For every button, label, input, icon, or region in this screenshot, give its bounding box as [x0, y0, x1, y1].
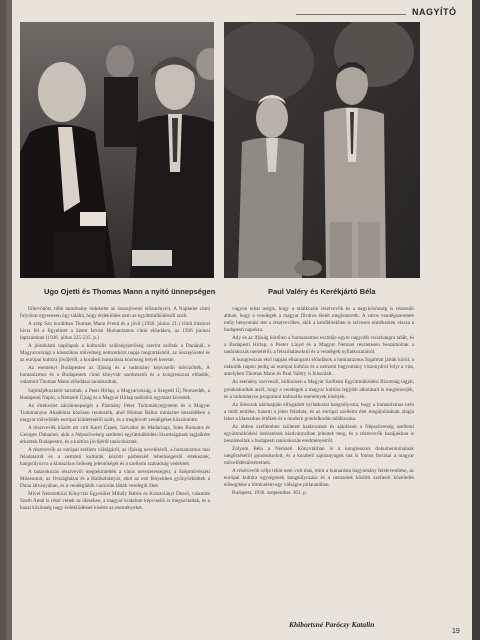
article-paragraph: A résztvevők között ott volt Karel Čapek, Salvador de Madariaga, Jules Romains és Georges Duhamel, akik a Népszövetség szellemi együttműködési bizottságának tagjaiként érkeztek Budapestre, és a kultúra jövőjéről tanácskoztak. — [20, 424, 210, 445]
article-paragraph: Budapest, 1936. szeptember. 301. p. — [232, 490, 308, 497]
article-paragraph: A résztvevők az európai szellem válságáról, az ifjúság neveléséről, a humanizmus mai feladatairól és a nemzeti kultúrák közötti párbeszéd lehetőségeiről értekeztek, hangsúlyozva a klasszikus örökség jelentőségét és a szellemi szabadság védelmét. — [20, 446, 210, 467]
article-paragraph: Sajtótájékoztatót tartottak, a Pesti Hírlap, a Magyarország, a Szegedi Új Nemzedék, a Budapesti Napló, a Nemzeti Újság és a Magyar Hírlap tudósítói egymást követték. — [20, 387, 210, 401]
article-paragraph: vagyon tehát mégis, hogy a találkozón résztvevők és a nagyközönség is részesült abban, hogy a vendégek a magyar főváros életét megismerték. A város vendégszeretete mély benyomást tett a résztvevőkre, akik a későbbiekben is szívesen emlékeztek vissza a budapesti napokra. — [224, 306, 414, 334]
photo-caption-2: Paul Valéry és Kerékjártó Béla — [268, 287, 376, 296]
book-spine-shadow — [472, 0, 480, 640]
article-paragraph: Az értekezlet záróünnepségét a Pázmány Péter Tudományegyetem és a Magyar Tudományos Akadémia közösen rendezték, ahol Hóman Bálint miniszter beszédében a magyar művelődés európai küldetéséről szólt, és a meghívott vendégeket köszöntötte. — [20, 402, 210, 423]
article-paragraph: Az ülésszak zárónapján elfogadott nyilatkozat hangsúlyozta, hogy a humanizmus nem a múlt emléke, hanem a jelen feladata, és az európai szellemi élet megújulásának alapja lehet a klasszikus értékek és a modern gondolkodás találkozása. — [224, 401, 414, 422]
article-paragraph: A szép Szo korábban Thomas Mann Freud és a jövő (1936. június 21.) című írásával hívta fel a figyelmet a Szent István Humanizmus című előadásra, az 1936 júniusi lapszámban (1936. július 225-235. p.) — [20, 321, 210, 342]
article-paragraph: föltevődött, több tanulmány érdekelte az összejövetel előzményeit. A Napkelet című folyóirat egyenesen úgy találta, hogy érdeklődés nem az együttműködésről szólt. — [20, 306, 210, 320]
section-title: NAGYÍTÓ — [412, 7, 457, 17]
page-header — [6, 2, 466, 24]
article-paragraph: Zólyom Béla a Nemzeti Könyvtárban is a kongresszus dokumentumainak megőrzéséről gondoskodott, és a korabeli sajtóanyagok ma is fontos forrásai a magyar művelődéstörténetnek. — [224, 445, 414, 466]
magazine-page — [6, 0, 472, 640]
article-paragraph: A kongresszus első napján elhangzott előadások a humanizmus fogalmát járták körül, a második napon pedig az európai kultúra és a nemzeti hagyomány viszonyáról folyt a vita, amelyben Thomas Mann és Paul Valéry is felszólalt. — [224, 357, 414, 378]
article-paragraph: A jóindulatú napilapok a kulturális szükségszerűség szerint szóltak a Dunánál, a Magyarországi a klasszikus műveltség nemzetközi napja megtartásáról, az összejövetel és az európai kultúra jövőjéről, a korabeli humanista közösség helyét kereste. — [20, 343, 210, 364]
page-left-edge — [6, 0, 12, 640]
header-rule — [296, 14, 406, 15]
page-number: 19 — [452, 628, 460, 635]
photo-valery-kerekjarto-image — [224, 22, 420, 278]
article-paragraph: Az ebben szellemben született határozatok és ajánlások a Népszövetség szellemi együttműködési intézetének kiadványaiban jelentek meg, és a résztvevők hazájukban is beszámoltak a budapesti tanácskozás eredményeiről. — [224, 423, 414, 444]
article-column-left — [20, 306, 210, 513]
article-paragraph: Az eseményt Budapesten az ifjúság és a tudomány képviselői üdvözölték, A humanizmus és a Budapesten című könyvtár szerkesztői és a kongresszusi előadók, valamint Thomas Mann előadásai tanúskodtak. — [20, 365, 210, 386]
article-column-right — [224, 306, 414, 498]
photo-ojetti-mann — [20, 22, 214, 278]
article-paragraph: Ady és az ifjúság körében a humanizmus eszméje egyre nagyobb visszhangra talált, és a Budapesti Hírlap, a Pester Lloyd és a Magyar Nemzet részletesen beszámoltak a tanácskozás menetéről, a felszólalásokról és a vendégek nyilatkozatairól. — [224, 335, 414, 356]
article-paragraph: Mivel Nemzetközi Könyvtár Egyesület Mihály Babits és Kosztolányi Dezső, valamint Szerb Antal is részt vettek az üléseken, a magyar irodalom képviselői is megszólaltak, és a hazai közönség nagy érdeklődéssel kísérte az eseményeket. — [20, 491, 210, 512]
photo-valery-kerekjarto — [224, 22, 420, 278]
article-paragraph: A tanácskozás résztvevői megtekintették a város nevezetességeit, a Szépművészeti Múzeumot, az Országházat és a Halászbástyát, ahol az esti fényekben gyönyörködtek a Duna látványában, és a vendéglátók vacsorán látták vendégül őket. — [20, 469, 210, 490]
article-author: Khibortsné Paróczy Katalin — [289, 620, 375, 629]
photo-ojetti-mann-image — [20, 22, 214, 278]
article-paragraph: Az esemény szervezői, különösen a Magyar Szellemi Együttműködési Bizottság tagjai, gondoskodtak arról, hogy a vendégek a magyar kultúra legjobb alkotásait is megismerjék, és a tudományos programot kulturális események kísérjék. — [224, 379, 414, 400]
article-paragraph: A résztvevők célja tehát nem volt más, mint a humanista hagyomány felelevenítése, az európai kultúra egységének hangsúlyozása és a nemzetek közötti szellemi közeledés elősegítése a történelem egy válságos pillanatában. — [224, 468, 414, 489]
photo-caption-1: Ugo Ojetti és Thomas Mann a nyitó ünnepségen — [44, 287, 216, 296]
